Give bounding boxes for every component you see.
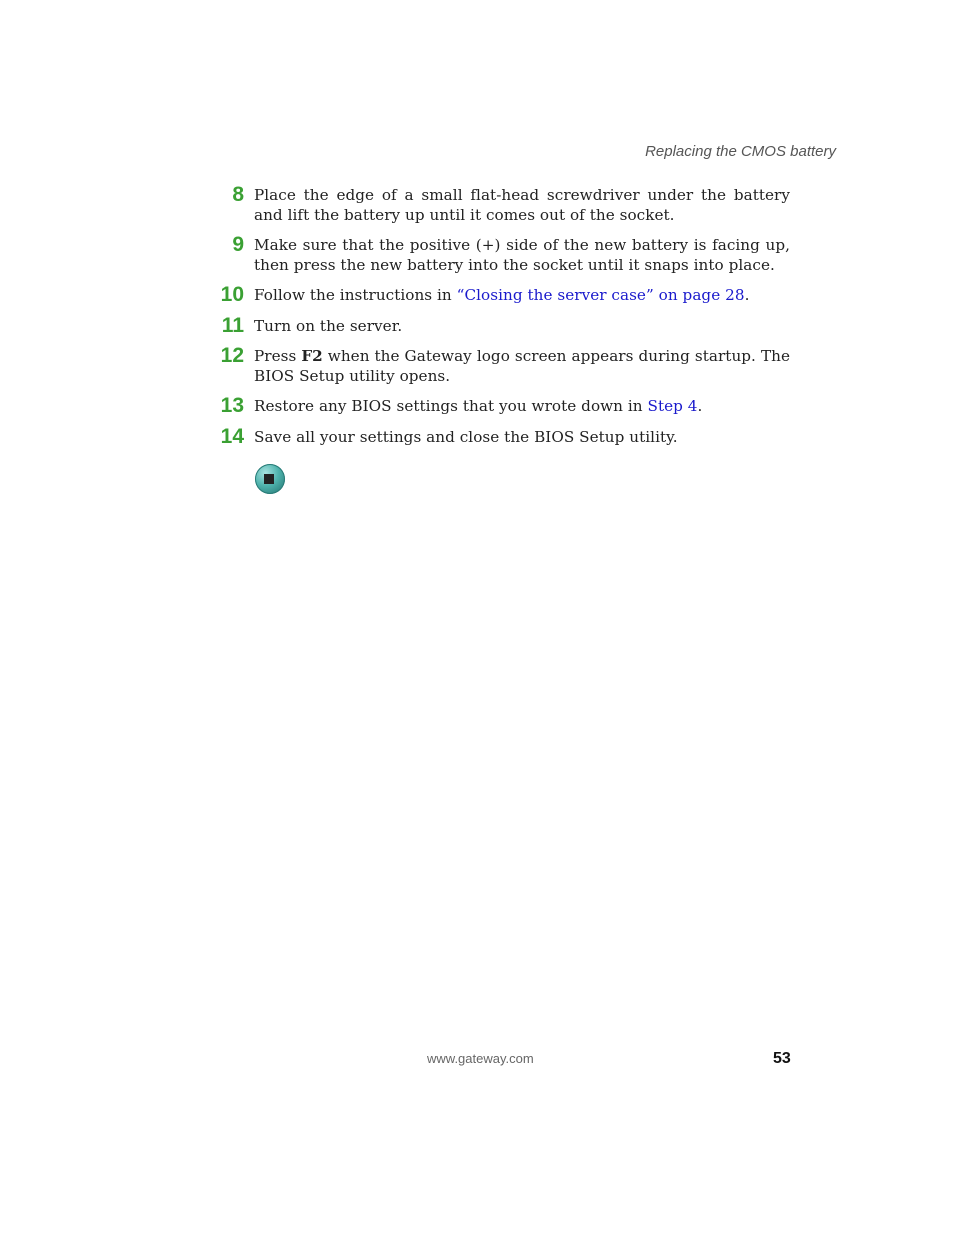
running-header: Replacing the CMOS battery (645, 143, 836, 160)
step-number: 12 (220, 344, 244, 367)
step-item (210, 283, 790, 306)
step-text (254, 286, 790, 306)
step-text-before: Restore any BIOS settings that you wrote down in (254, 397, 648, 415)
step-number: 13 (220, 394, 244, 417)
step-number: 11 (221, 313, 244, 337)
step-text: Make sure that the positive (+) side of the new battery is facing up, then press the new battery into the socket until it snaps into place. (254, 236, 790, 274)
step-item (210, 424, 790, 448)
step-text-after: . (744, 286, 750, 304)
key-name: F2 (301, 347, 323, 365)
step-text-before: Follow the instructions in (254, 286, 457, 304)
step-item (210, 344, 790, 386)
step-text (254, 397, 790, 417)
step-item (210, 183, 790, 225)
page-number: 53 (773, 1050, 791, 1067)
step-4-link[interactable]: Step 4 (647, 397, 698, 415)
step-item (210, 313, 790, 337)
step-number: 9 (232, 233, 244, 256)
step-number: 10 (220, 283, 244, 306)
footer-url: www.gateway.com (427, 1051, 534, 1066)
closing-server-case-link[interactable]: “Closing the server case” on page 28 (456, 286, 745, 304)
step-list (210, 183, 790, 458)
stop-icon (255, 464, 285, 494)
stop-square (264, 474, 274, 484)
step-number: 14 (220, 424, 244, 448)
step-text-after: . (697, 397, 703, 415)
step-text: Turn on the server. (254, 316, 403, 335)
step-item (210, 394, 790, 417)
step-text-after: when the Gateway logo screen appears during startup. The BIOS Setup utility opens. (254, 347, 790, 385)
step-text: Save all your settings and close the BIOS Setup utility. (254, 427, 678, 446)
step-text-before: Press (254, 347, 302, 365)
step-number: 8 (232, 183, 244, 206)
step-text: Place the edge of a small flat-head screwdriver under the battery and lift the battery up until it comes out of the socket. (254, 186, 790, 224)
step-item (210, 233, 790, 275)
step-text (254, 347, 790, 386)
